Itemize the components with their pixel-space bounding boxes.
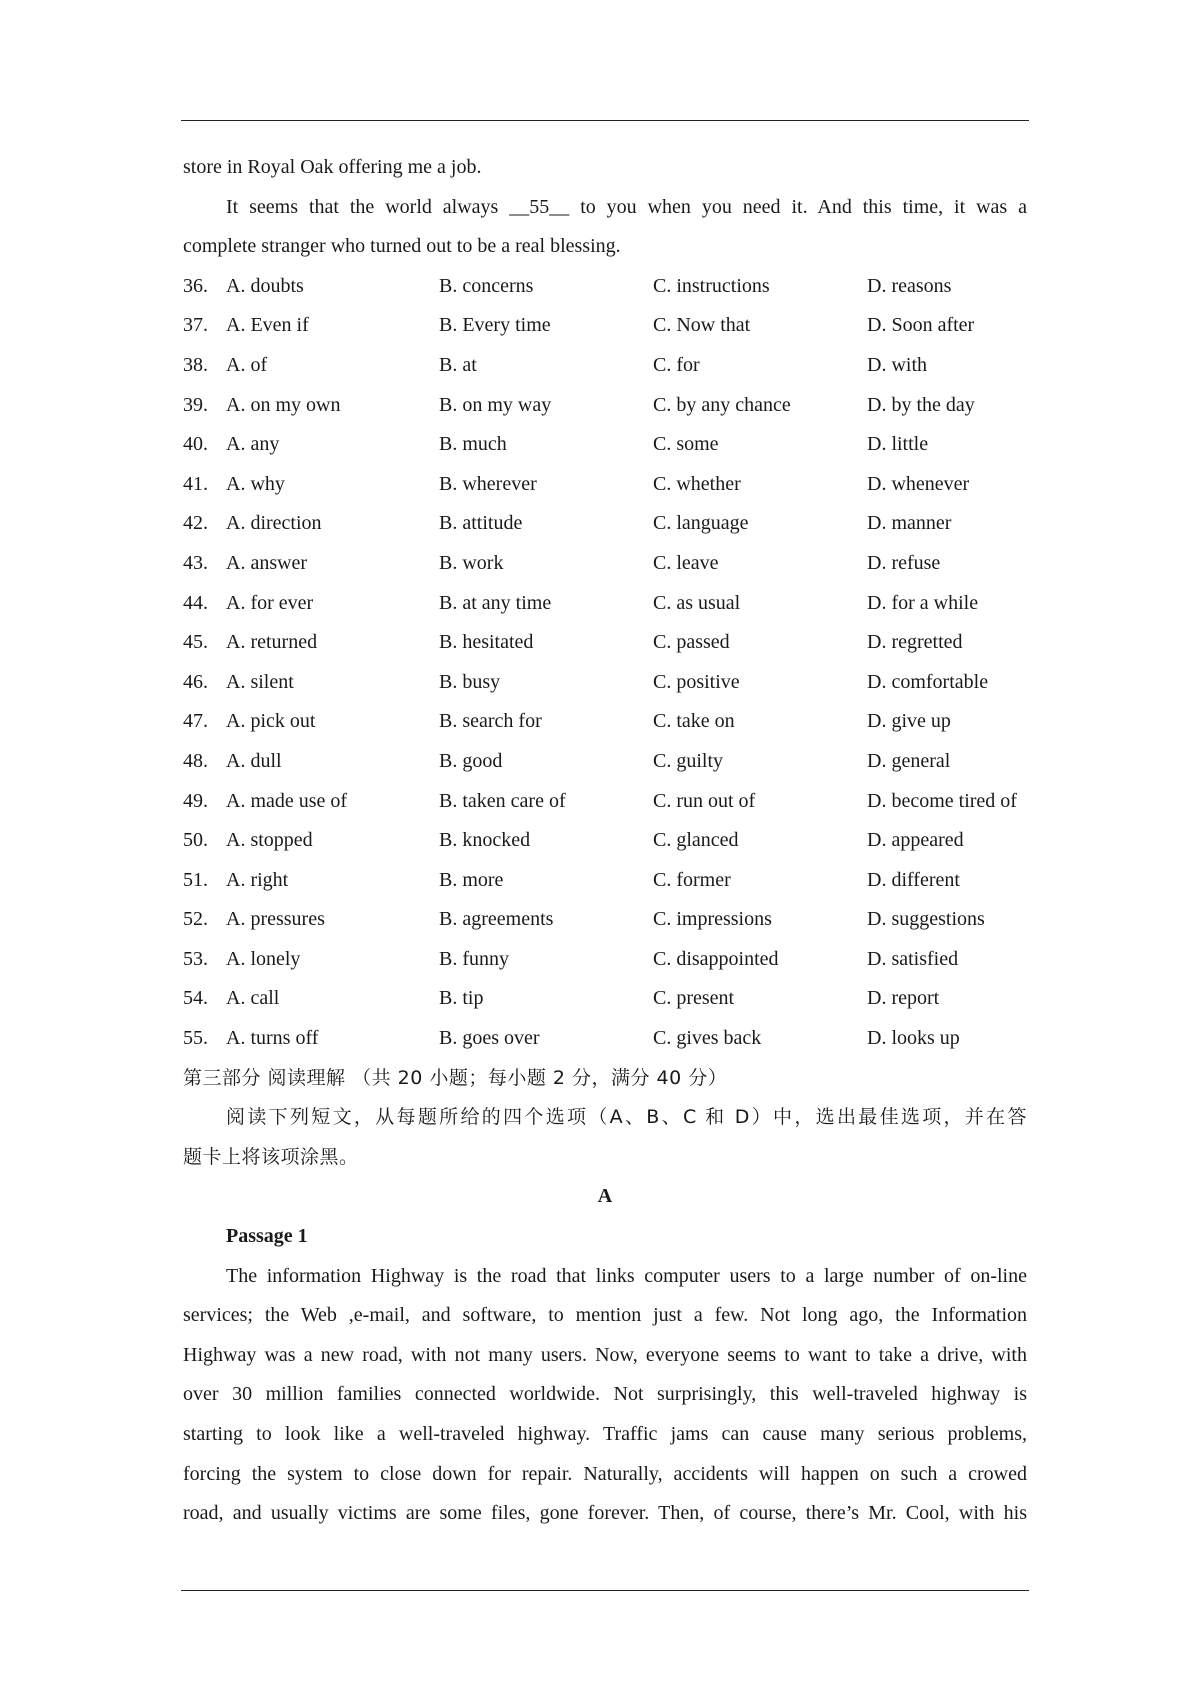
option-a: A. turns off bbox=[226, 1027, 319, 1050]
option-a: A. doubts bbox=[226, 274, 304, 297]
cloze-question-list bbox=[183, 267, 1027, 1059]
passage-line: road, and usually victims are some files, gone forever. Then, of course, there’s Mr. Cool, with his bbox=[183, 1502, 1027, 1525]
option-a: A. call bbox=[226, 987, 280, 1010]
question-row bbox=[183, 386, 1027, 426]
passage-line: over 30 million families connected worldwide. Not surprisingly, this well-traveled highway is bbox=[183, 1383, 1027, 1406]
question-number: 50. bbox=[183, 829, 208, 852]
option-a: A. dull bbox=[226, 749, 282, 772]
option-a: A. any bbox=[226, 433, 280, 456]
option-d: D. report bbox=[867, 987, 940, 1010]
option-b: B. at any time bbox=[439, 591, 552, 614]
option-d: D. regretted bbox=[867, 631, 963, 654]
option-b: B. busy bbox=[439, 670, 501, 693]
option-d: D. satisfied bbox=[867, 947, 959, 970]
option-a: A. on my own bbox=[226, 393, 341, 416]
question-row bbox=[183, 465, 1027, 505]
option-c: C. take on bbox=[653, 710, 735, 733]
option-d: D. whenever bbox=[867, 472, 970, 495]
question-row bbox=[183, 742, 1027, 782]
option-c: C. present bbox=[653, 987, 735, 1010]
footer-rule bbox=[181, 1590, 1029, 1591]
option-a: A. answer bbox=[226, 551, 308, 574]
question-row bbox=[183, 861, 1027, 901]
cloze-tail-line-2: It seems that the world always __55__ to you when you need it. And this time, it was a bbox=[226, 195, 1027, 218]
option-d: D. with bbox=[867, 353, 927, 376]
option-d: D. comfortable bbox=[867, 670, 989, 693]
option-d: D. looks up bbox=[867, 1027, 960, 1050]
question-number: 53. bbox=[183, 947, 208, 970]
question-row bbox=[183, 425, 1027, 465]
question-row bbox=[183, 821, 1027, 861]
question-number: 38. bbox=[183, 353, 208, 376]
question-number: 39. bbox=[183, 393, 208, 416]
question-row bbox=[183, 584, 1027, 624]
question-number: 46. bbox=[183, 670, 208, 693]
option-a: A. for ever bbox=[226, 591, 314, 614]
option-d: D. refuse bbox=[867, 551, 941, 574]
question-number: 41. bbox=[183, 472, 208, 495]
section-3-instruction-line-2: 题卡上将该项涂黑。 bbox=[183, 1145, 359, 1168]
option-d: D. appeared bbox=[867, 829, 964, 852]
option-b: B. attitude bbox=[439, 512, 523, 535]
option-d: D. little bbox=[867, 433, 929, 456]
option-c: C. language bbox=[653, 512, 749, 535]
option-b: B. hesitated bbox=[439, 631, 534, 654]
option-b: B. much bbox=[439, 433, 507, 456]
option-b: B. search for bbox=[439, 710, 542, 733]
question-number: 47. bbox=[183, 710, 208, 733]
option-b: B. work bbox=[439, 551, 504, 574]
option-b: B. knocked bbox=[439, 829, 531, 852]
option-c: C. former bbox=[653, 868, 731, 891]
option-d: D. reasons bbox=[867, 274, 952, 297]
option-c: C. guilty bbox=[653, 749, 724, 772]
section-3-instruction-line-1: 阅读下列短文，从每题所给的四个选项（A、B、C 和 D）中，选出最佳选项，并在答 bbox=[226, 1106, 1027, 1129]
option-b: B. at bbox=[439, 353, 477, 376]
question-row bbox=[183, 346, 1027, 386]
option-d: D. give up bbox=[867, 710, 951, 733]
question-number: 48. bbox=[183, 749, 208, 772]
passage-line: services; the Web ,e-mail, and software, to mention just a few. Not long ago, the Information bbox=[183, 1304, 1027, 1327]
option-c: C. instructions bbox=[653, 274, 770, 297]
option-c: C. some bbox=[653, 433, 719, 456]
option-c: C. leave bbox=[653, 551, 719, 574]
question-number: 54. bbox=[183, 987, 208, 1010]
option-d: D. by the day bbox=[867, 393, 975, 416]
option-b: B. agreements bbox=[439, 908, 554, 931]
question-number: 37. bbox=[183, 314, 208, 337]
option-b: B. wherever bbox=[439, 472, 537, 495]
option-b: B. tip bbox=[439, 987, 484, 1010]
option-b: B. goes over bbox=[439, 1027, 540, 1050]
question-row bbox=[183, 623, 1027, 663]
option-b: B. concerns bbox=[439, 274, 534, 297]
option-a: A. pressures bbox=[226, 908, 325, 931]
question-row bbox=[183, 782, 1027, 822]
option-b: B. on my way bbox=[439, 393, 552, 416]
cloze-tail-line-3: complete stranger who turned out to be a real blessing. bbox=[183, 235, 621, 258]
option-c: C. for bbox=[653, 353, 700, 376]
option-a: A. pick out bbox=[226, 710, 316, 733]
passage-line: Highway was a new road, with not many users. Now, everyone seems to want to take a drive, with bbox=[183, 1343, 1027, 1366]
option-a: A. lonely bbox=[226, 947, 301, 970]
question-row bbox=[183, 702, 1027, 742]
question-row bbox=[183, 979, 1027, 1019]
option-a: A. why bbox=[226, 472, 285, 495]
option-b: B. more bbox=[439, 868, 504, 891]
question-number: 51. bbox=[183, 868, 208, 891]
option-c: C. whether bbox=[653, 472, 741, 495]
question-row bbox=[183, 663, 1027, 703]
question-number: 36. bbox=[183, 274, 208, 297]
question-number: 40. bbox=[183, 433, 208, 456]
option-d: D. manner bbox=[867, 512, 952, 535]
option-b: B. good bbox=[439, 749, 503, 772]
question-number: 52. bbox=[183, 908, 208, 931]
option-a: A. right bbox=[226, 868, 289, 891]
question-row bbox=[183, 1019, 1027, 1059]
passage-line: forcing the system to close down for repair. Naturally, accidents will happen on such a crowed bbox=[183, 1462, 1027, 1485]
option-a: A. Even if bbox=[226, 314, 309, 337]
option-a: A. made use of bbox=[226, 789, 348, 812]
option-c: C. gives back bbox=[653, 1027, 762, 1050]
option-d: D. general bbox=[867, 749, 951, 772]
option-a: A. returned bbox=[226, 631, 318, 654]
option-c: C. impressions bbox=[653, 908, 772, 931]
option-c: C. as usual bbox=[653, 591, 741, 614]
option-b: B. funny bbox=[439, 947, 509, 970]
passage-line: starting to look like a well-traveled highway. Traffic jams can cause many serious problems, bbox=[183, 1423, 1027, 1445]
option-b: B. Every time bbox=[439, 314, 551, 337]
question-row bbox=[183, 940, 1027, 980]
option-a: A. of bbox=[226, 353, 268, 376]
page-content bbox=[183, 148, 1027, 1534]
question-number: 44. bbox=[183, 591, 208, 614]
option-c: C. by any chance bbox=[653, 393, 791, 416]
section-3-heading: 第三部分 阅读理解 （共 20 小题；每小题 2 分，满分 40 分） bbox=[183, 1066, 728, 1089]
option-a: A. direction bbox=[226, 512, 322, 535]
option-c: C. disappointed bbox=[653, 947, 779, 970]
option-a: A. silent bbox=[226, 670, 294, 693]
question-row bbox=[183, 900, 1027, 940]
option-c: C. glanced bbox=[653, 829, 739, 852]
question-number: 49. bbox=[183, 789, 208, 812]
option-c: C. positive bbox=[653, 670, 740, 693]
question-number: 43. bbox=[183, 551, 208, 574]
question-row bbox=[183, 544, 1027, 584]
option-b: B. taken care of bbox=[439, 789, 566, 812]
question-number: 42. bbox=[183, 512, 208, 535]
header-rule bbox=[181, 120, 1029, 121]
passage-line: The information Highway is the road that links computer users to a large number of on-line bbox=[226, 1264, 1027, 1287]
passage-title: Passage 1 bbox=[226, 1225, 308, 1248]
cloze-tail-line-1: store in Royal Oak offering me a job. bbox=[183, 156, 482, 178]
option-c: C. Now that bbox=[653, 314, 751, 337]
option-d: D. different bbox=[867, 868, 960, 891]
question-row bbox=[183, 267, 1027, 307]
option-d: D. suggestions bbox=[867, 908, 985, 931]
option-c: C. run out of bbox=[653, 789, 756, 812]
option-a: A. stopped bbox=[226, 829, 313, 852]
question-row bbox=[183, 306, 1027, 346]
question-number: 55. bbox=[183, 1027, 208, 1050]
option-d: D. for a while bbox=[867, 591, 979, 614]
option-d: D. become tired of bbox=[867, 789, 1017, 812]
option-d: D. Soon after bbox=[867, 314, 975, 337]
question-row bbox=[183, 504, 1027, 544]
passage-part-letter: A bbox=[597, 1185, 613, 1208]
question-number: 45. bbox=[183, 631, 208, 654]
option-c: C. passed bbox=[653, 631, 730, 654]
